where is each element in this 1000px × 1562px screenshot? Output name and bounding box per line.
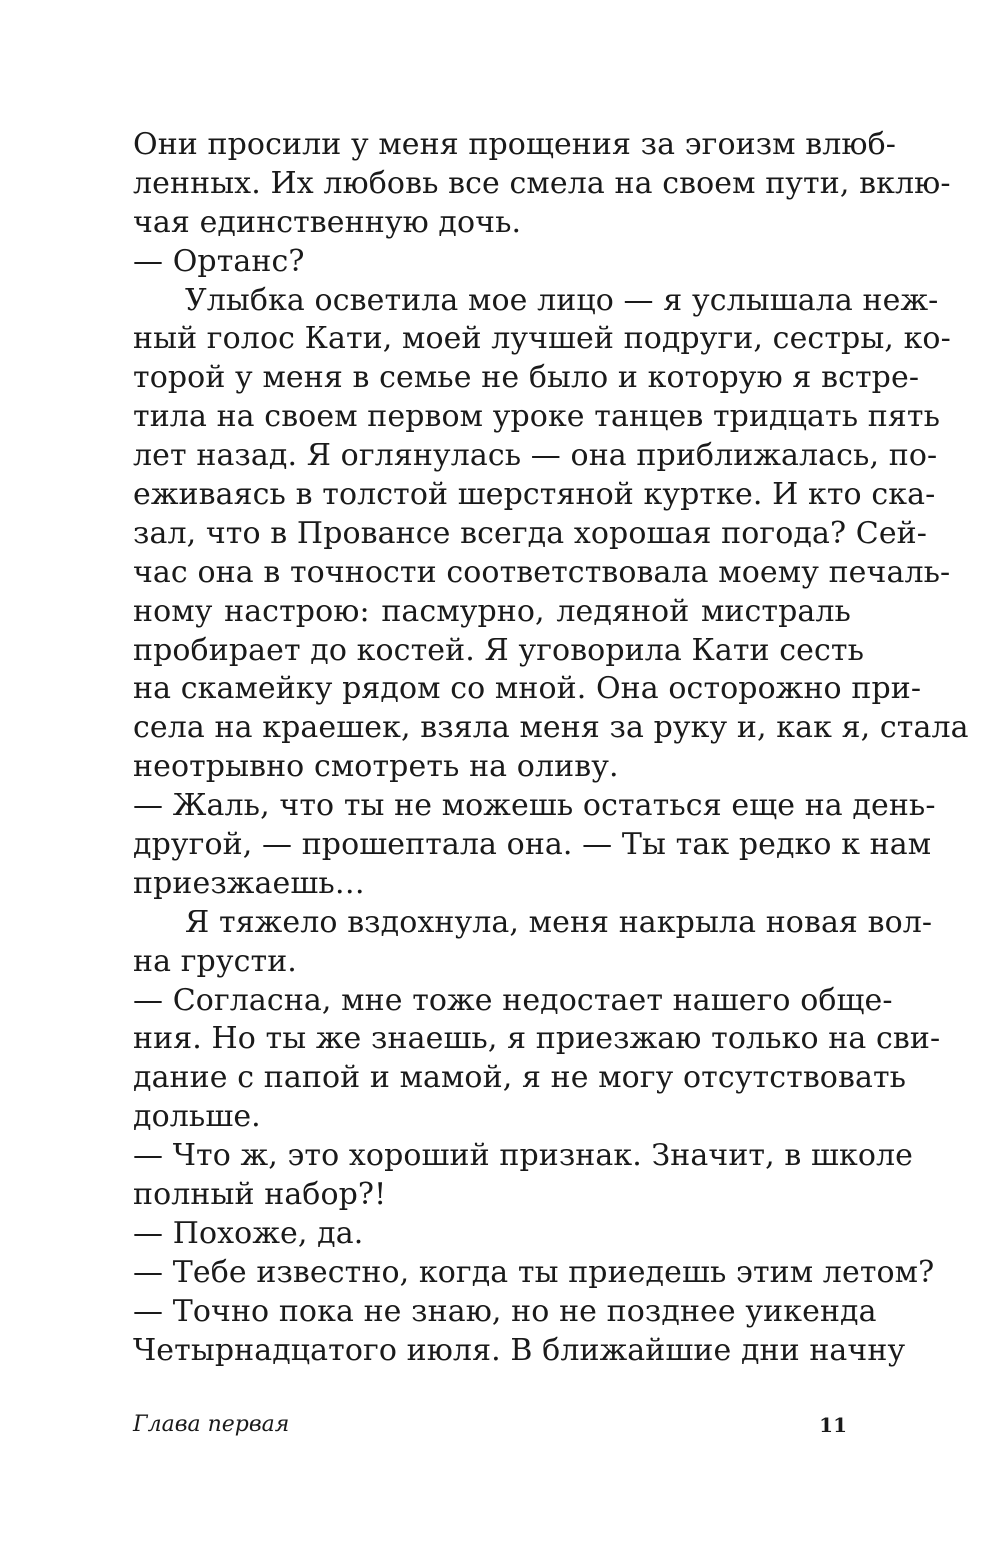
text-line: ния. Но ты же знаешь, я приезжаю только на сви- — [133, 1021, 941, 1057]
text-line: на скамейку рядом со мной. Она осторожно при- — [133, 671, 922, 707]
text-line: — Жаль, что ты не можешь остаться еще на день- — [133, 788, 936, 824]
text-line: — Ортанс? — [133, 243, 305, 279]
text-line: другой, — прошептала она. — Ты так редко к нам — [133, 827, 932, 863]
text-line: еживаясь в толстой шерстяной куртке. И кто ска- — [133, 477, 936, 513]
running-footer-chapter: Глава первая — [133, 1412, 290, 1437]
text-line: торой у меня в семье не было и которую я встре- — [133, 360, 920, 396]
text-line: села на краешек, взяла меня за руку и, как я, стала — [133, 710, 969, 746]
text-line: час она в точности соответствовала моему печаль- — [133, 554, 951, 590]
body-text — [133, 126, 969, 1371]
text-line: приезжаешь… — [133, 865, 365, 901]
text-line: ный голос Кати, моей лучшей подруги, сестры, ко- — [133, 321, 951, 357]
text-line: чая единственную дочь. — [133, 204, 522, 240]
text-line: лет назад. Я оглянулась — она приближалась, по- — [133, 438, 938, 474]
text-line: — Что ж, это хороший признак. Значит, в школе — [133, 1138, 914, 1174]
page-number: 11 — [819, 1413, 847, 1437]
text-line: ленных. Их любовь все смела на своем пути, вклю- — [133, 165, 951, 201]
text-line: зал, что в Провансе всегда хорошая погода? Сей- — [133, 515, 928, 551]
text-line: ному настрою: пасмурно, ледяной мистраль — [133, 593, 851, 629]
text-line: — Согласна, мне тоже недостает нашего обще- — [133, 982, 893, 1018]
text-line: Я тяжело вздохнула, меня накрыла новая вол- — [185, 904, 933, 940]
text-line: пробирает до костей. Я уговорила Кати сесть — [133, 632, 865, 668]
text-line: Улыбка осветила мое лицо — я услышала неж- — [185, 282, 939, 318]
page-footer — [133, 1410, 851, 1440]
text-line: — Тебе известно, когда ты приедешь этим летом? — [133, 1254, 935, 1290]
text-line: дание с папой и мамой, я не могу отсутствовать — [133, 1060, 907, 1096]
text-line: — Похоже, да. — [133, 1215, 364, 1251]
text-line: дольше. — [133, 1099, 261, 1135]
text-line: Четырнадцатого июля. В ближайшие дни начну — [133, 1332, 906, 1368]
text-line: на грусти. — [133, 943, 297, 979]
text-line: полный набор?! — [133, 1177, 387, 1213]
text-line: — Точно пока не знаю, но не позднее уикенда — [133, 1293, 877, 1329]
text-line: неотрывно смотреть на оливу. — [133, 749, 619, 785]
text-line: Они просили у меня прощения за эгоизм влюб- — [133, 127, 897, 162]
text-line: тила на своем первом уроке танцев тридцать пять — [133, 399, 941, 435]
